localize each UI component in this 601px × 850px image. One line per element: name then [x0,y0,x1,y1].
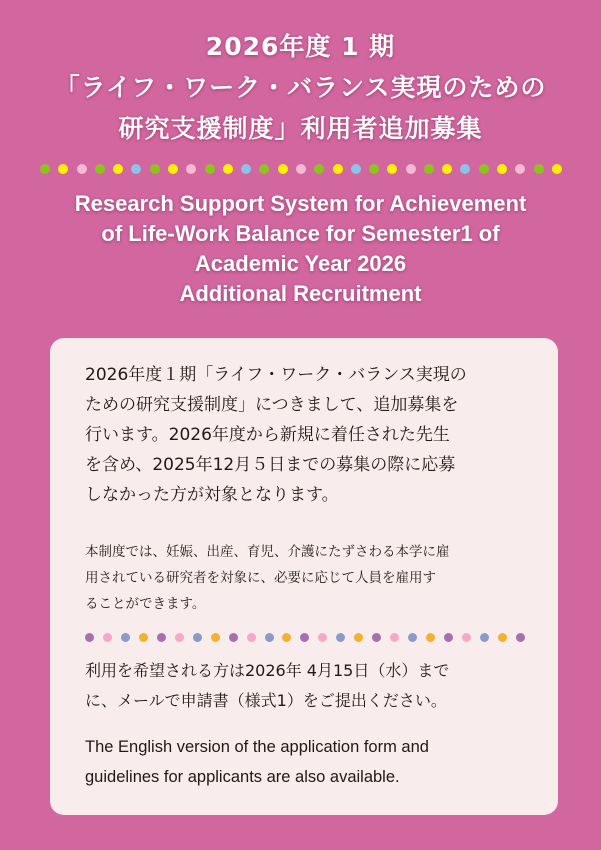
decorative-dot [300,633,309,642]
decorative-dot [534,164,544,174]
decorative-dot [139,633,148,642]
english-title-line-3: Academic Year 2026 [194,251,407,276]
decorative-dot [278,164,288,174]
decorative-dot [193,633,202,642]
english-availability-note [85,732,535,792]
decorative-dot [186,164,196,174]
decorative-dot [444,633,453,642]
decorative-dot [462,633,471,642]
decorative-dot [121,633,130,642]
decorative-dot [131,164,141,174]
decorative-dot [223,164,233,174]
description-line-4: を含め、2025年12月５日までの募集の際に応募 [85,455,456,475]
decorative-dot [333,164,343,174]
decorative-dot [336,633,345,642]
english-title-line-1: Research Support System for Achievement [74,191,527,216]
deadline-line-2: に、メールで申請書（様式1）をご提出ください。 [85,691,447,710]
decorative-dot [168,164,178,174]
decorative-dot [205,164,215,174]
decorative-dot [157,633,166,642]
decorative-dot [516,633,525,642]
decorative-dot [175,633,184,642]
description-line-2: ための研究支援制度」につきまして、追加募集を [85,395,459,415]
system-note-line-2: 用されている研究者を対象に、必要に応じて人員を雇用す [85,570,436,586]
decorative-dot [103,633,112,642]
japanese-title-line-1: 2026年度 1 期 [205,32,396,61]
english-title-line-4: Additional Recruitment [179,281,422,306]
decorative-dot [354,633,363,642]
decorative-dot [387,164,397,174]
decorative-dot [552,164,562,174]
decorative-dot [408,633,417,642]
description-line-3: 行います。2026年度から新規に着任された先生 [85,425,450,445]
info-panel [50,338,558,815]
decorative-dot [247,633,256,642]
decorative-dot [241,164,251,174]
system-note [85,539,535,617]
deadline-line-1: 利用を希望される方は2026年 4月15日（水）まで [85,661,450,680]
decorative-dot [406,164,416,174]
decorative-dot [229,633,238,642]
decorative-dot [265,633,274,642]
decorative-dot [113,164,123,174]
decorative-dot [498,633,507,642]
decorative-dot [40,164,50,174]
recruitment-description [85,360,535,510]
decorative-dot [296,164,306,174]
decorative-dot [77,164,87,174]
decorative-dot [515,164,525,174]
system-note-line-3: ることができます。 [85,596,206,612]
english-title-line-2: of Life-Work Balance for Semester1 of [101,221,500,246]
decorative-dot [424,164,434,174]
decorative-dot [85,633,94,642]
decorative-dot [282,633,291,642]
decorative-dot [95,164,105,174]
decorative-dot-row-middle [85,631,525,643]
english-note-line-1: The English version of the application form and [85,738,429,756]
decorative-dot [211,633,220,642]
decorative-dot [259,164,269,174]
decorative-dot [442,164,452,174]
japanese-title [0,26,601,149]
application-deadline [85,656,535,716]
decorative-dot [372,633,381,642]
decorative-dot [351,164,361,174]
english-note-line-2: guidelines for applicants are also available. [85,768,400,786]
description-line-5: しなかった方が対象となります。 [85,485,339,505]
decorative-dot [58,164,68,174]
japanese-title-line-2: 「ライフ・ワーク・バランス実現のための [54,73,547,102]
decorative-dot [369,164,379,174]
decorative-dot [460,164,470,174]
decorative-dot-row-top [40,163,562,175]
decorative-dot [314,164,324,174]
decorative-dot [150,164,160,174]
decorative-dot [497,164,507,174]
decorative-dot [426,633,435,642]
decorative-dot [479,164,489,174]
english-title [0,189,601,309]
decorative-dot [390,633,399,642]
system-note-line-1: 本制度では、妊娠、出産、育児、介護にたずさわる本学に雇 [85,544,450,560]
japanese-title-line-3: 研究支援制度」利用者追加募集 [118,114,483,143]
decorative-dot [480,633,489,642]
decorative-dot [318,633,327,642]
description-line-1: 2026年度１期「ライフ・ワーク・バランス実現の [85,365,467,385]
